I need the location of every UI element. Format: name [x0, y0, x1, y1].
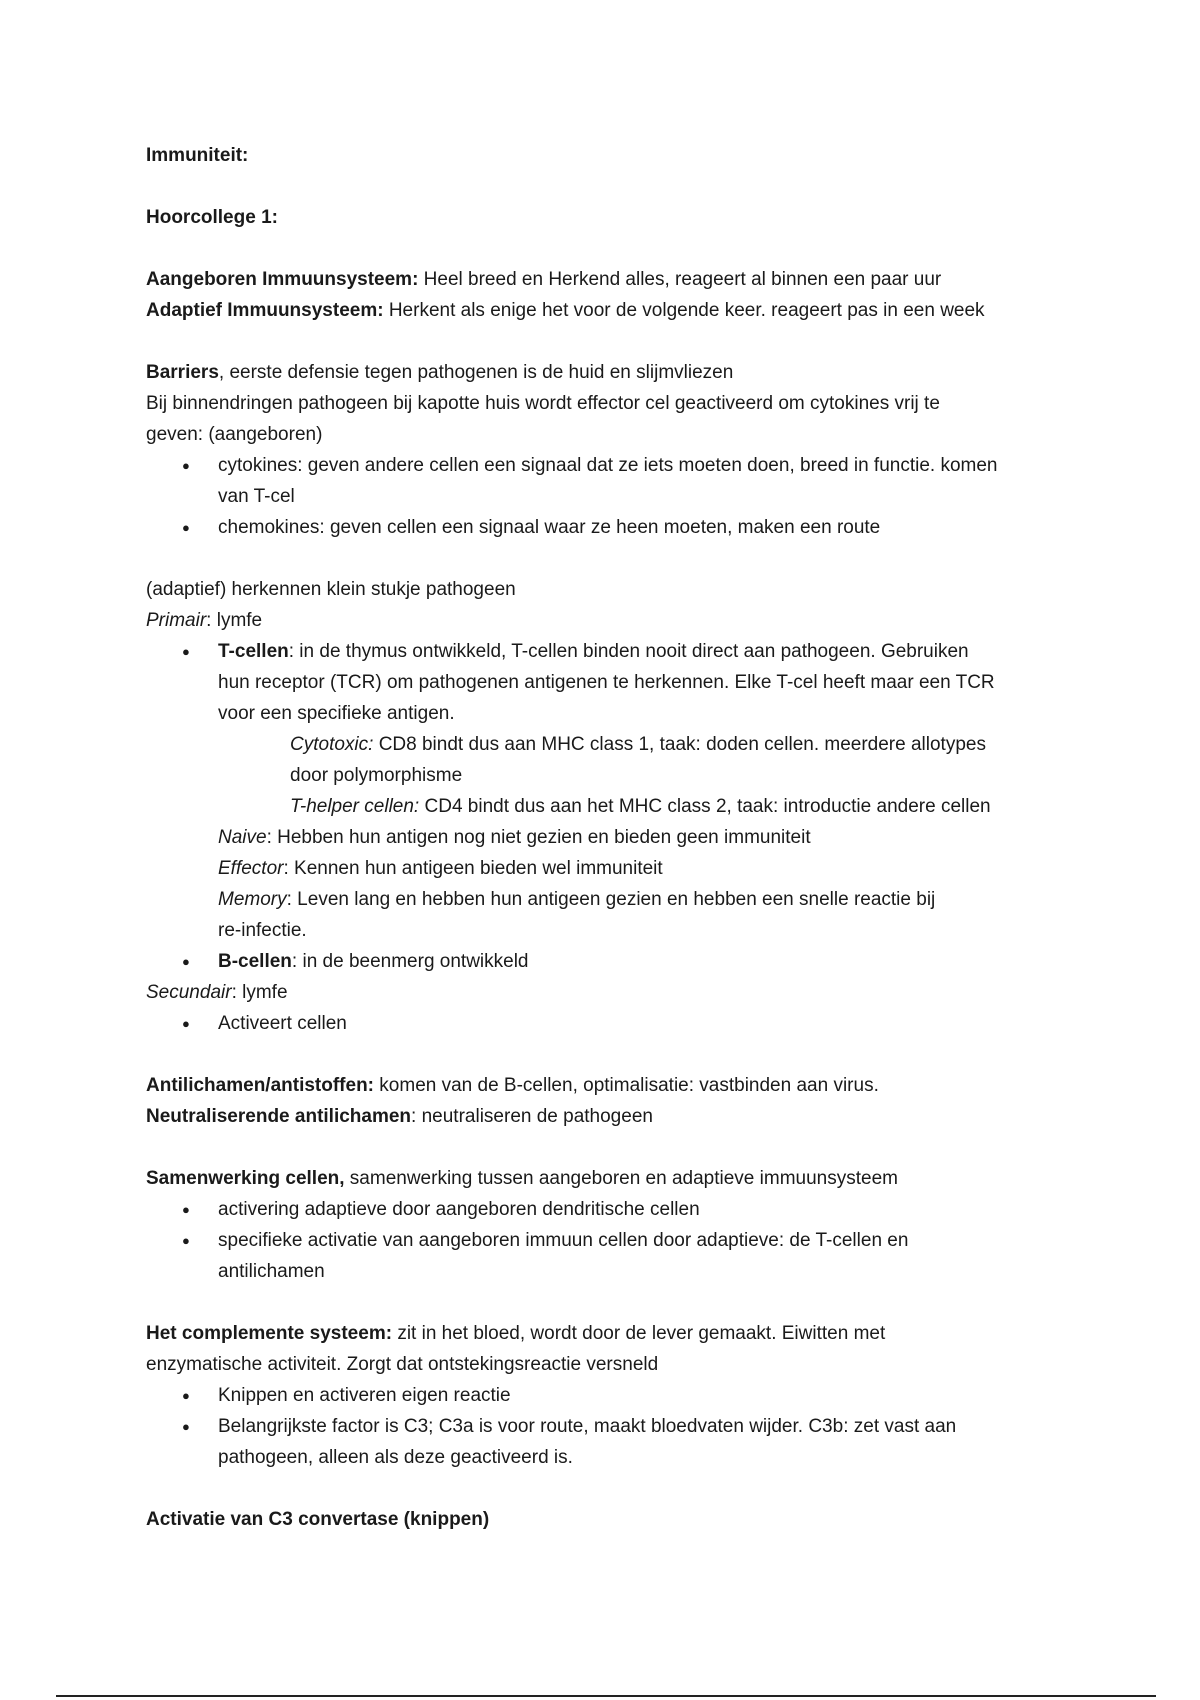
cooperation-list [146, 1194, 1066, 1287]
antibodies-definition: Antilichamen/antistoffen: komen van de B-cellen, optimalisatie: vastbinden aan virus. [146, 1075, 879, 1096]
neutralizing-definition: Neutraliserende antilichamen: neutraliseren de pathogeen [146, 1106, 653, 1127]
list-item: ● Knippen en activeren eigen reactie [146, 1380, 1066, 1411]
document-title: Immuniteit: [146, 145, 249, 166]
page-divider [56, 1695, 1156, 1697]
list-item: ● specifieke activatie van aangeboren immuun cellen door adaptieve: de T-cellen en antilichamen [146, 1225, 1066, 1287]
list-item: ● Activeert cellen [146, 1008, 1066, 1039]
barriers-intro: Bij binnendringen pathogeen bij kapotte huis wordt effector cel geactiveerd om cytokines vrij te [146, 393, 940, 414]
cooperation-paragraph: Samenwerking cellen, samenwerking tussen aangeboren en adaptieve immuunsysteem [146, 1168, 898, 1189]
helper-note: T-helper cellen: CD4 bindt dus aan het MHC class 2, taak: introductie andere cellen [290, 796, 991, 817]
adaptive-definition: Adaptief Immuunsysteem: Herkent als enige het voor de volgende keer. reageert pas in een week [146, 300, 985, 321]
list-item: ● Belangrijkste factor is C3; C3a is voor route, maakt bloedvaten wijder. C3b: zet vast aan pathogeen, alleen als deze geactiveerd is. [146, 1411, 1066, 1473]
list-item: ● activering adaptieve door aangeboren dendritische cellen [146, 1194, 1066, 1225]
complement-paragraph: Het complemente systeem: zit in het bloed, wordt door de lever gemaakt. Eiwitten met [146, 1323, 886, 1344]
memory-note: Memory: Leven lang en hebben hun antigeen gezien en hebben een snelle reactie bij re-infectie. [218, 889, 936, 941]
primary-label: Primair: lymfe [146, 610, 263, 631]
secondary-label: Secundair: lymfe [146, 982, 288, 1003]
cytotoxic-note: Cytotoxic: CD8 bindt dus aan MHC class 1, taak: doden cellen. meerdere allotypes door polymorphisme [290, 734, 986, 786]
barriers-intro-cont: geven: (aangeboren) [146, 424, 323, 445]
lecture-heading: Hoorcollege 1: [146, 207, 278, 228]
secondary-list [146, 1008, 1066, 1039]
barriers-paragraph: Barriers, eerste defensie tegen pathogenen is de huid en slijmvliezen [146, 362, 734, 383]
list-item: ● cytokines: geven andere cellen een signaal dat ze iets moeten doen, breed in functie. komen van T-cel [146, 450, 1066, 512]
tcells-item: ● T-cellen: in de thymus ontwikkeld, T-cellen binden nooit direct aan pathogeen. Gebruiken hun receptor (TCR) om pathogenen antigenen te herkennen. Elke T-cel heeft maar een TCR voor een specifieke antigen. [146, 636, 1066, 729]
naive-note: Naive: Hebben hun antigen nog niet gezien en bieden geen immuniteit [218, 827, 811, 848]
innate-definition: Aangeboren Immuunsysteem: Heel breed en Herkend alles, reageert al binnen een paar uur [146, 269, 942, 290]
effector-note: Effector: Kennen hun antigeen bieden wel immuniteit [218, 858, 663, 879]
bcells-list [146, 946, 1066, 977]
primary-list [146, 636, 1066, 729]
bcells-item: ● B-cellen: in de beenmerg ontwikkeld [146, 946, 1066, 977]
list-item: ● chemokines: geven cellen een signaal waar ze heen moeten, maken een route [146, 512, 1066, 543]
adaptive-intro: (adaptief) herkennen klein stukje pathogeen [146, 579, 516, 600]
complement-list [146, 1380, 1066, 1473]
complement-paragraph-cont: enzymatische activiteit. Zorgt dat ontstekingsreactie versneld [146, 1354, 659, 1375]
barriers-list [146, 450, 1066, 543]
document-page [146, 140, 1066, 1535]
activation-heading: Activatie van C3 convertase (knippen) [146, 1509, 490, 1530]
